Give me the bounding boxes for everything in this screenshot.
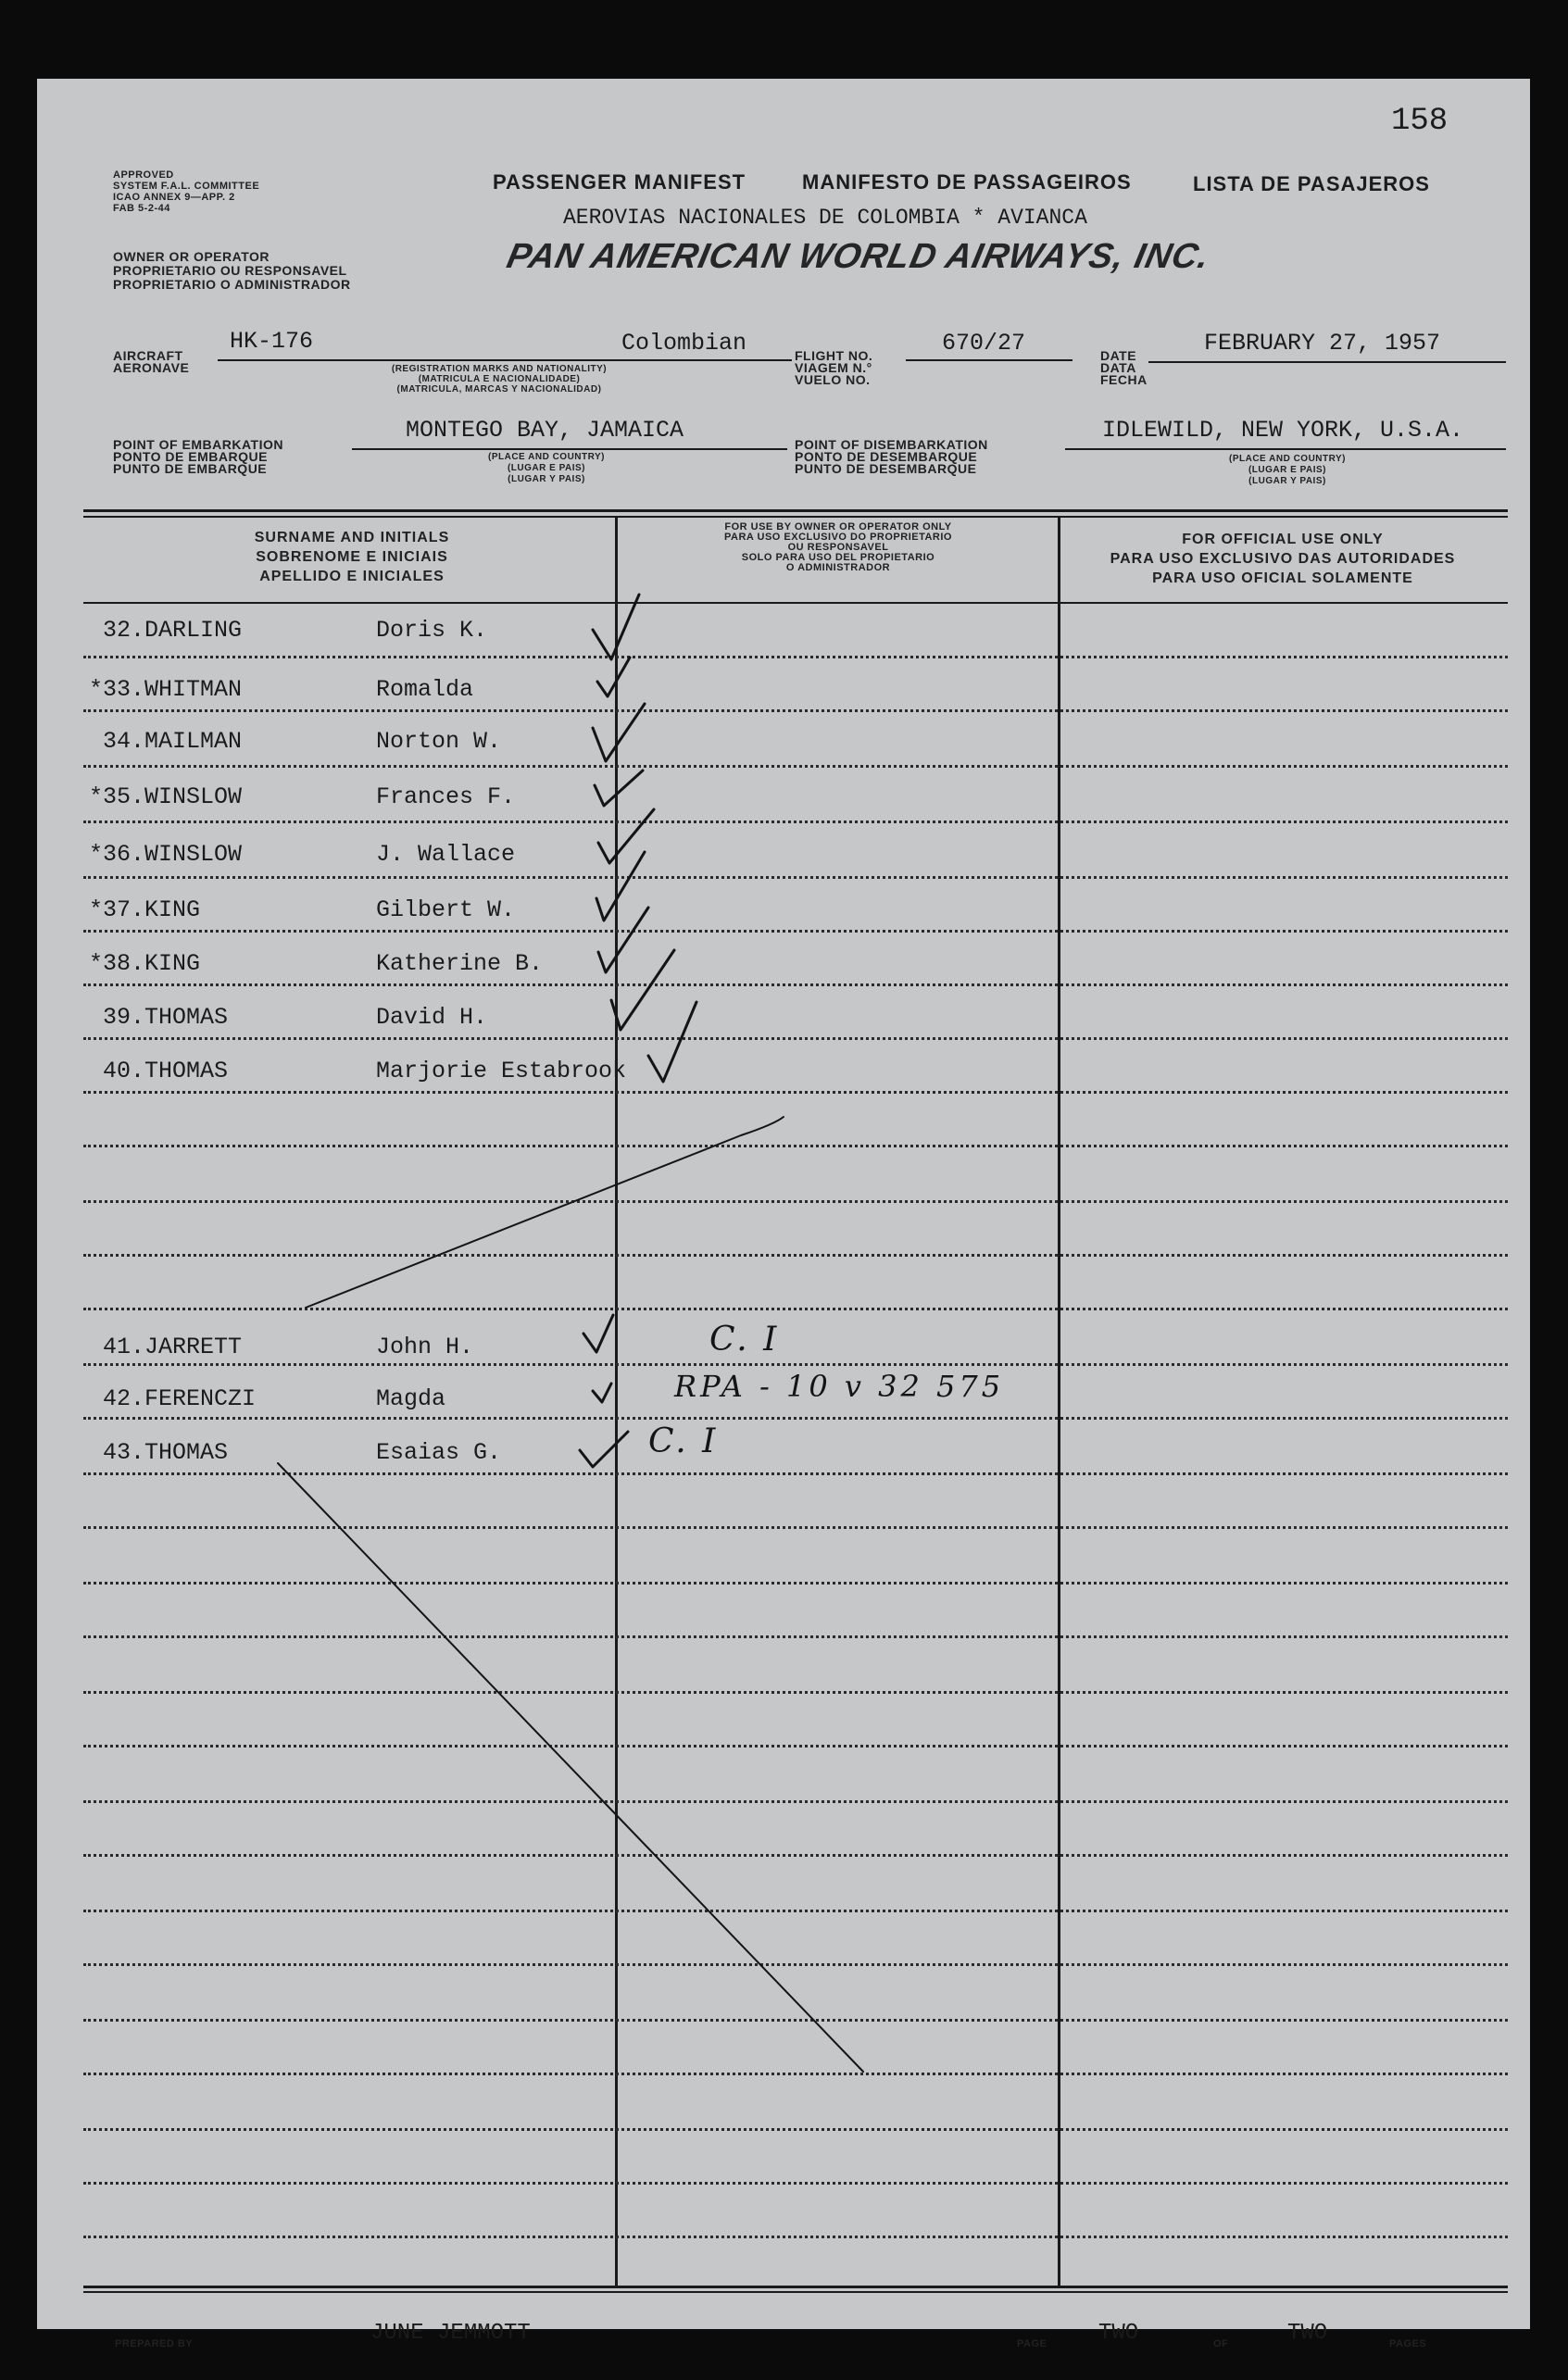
- ruled-line: [83, 876, 1508, 879]
- ruled-line: [83, 1800, 1508, 1803]
- approval-line: FAB 5-2-44: [113, 203, 170, 214]
- handwritten-note: C. I: [709, 1321, 780, 1359]
- aircraft-nationality: Colombian: [621, 330, 747, 357]
- passenger-given-name: David H.: [376, 1004, 488, 1031]
- page-label: PAGE: [1017, 2338, 1047, 2349]
- column-header-line: OU RESPONSAVEL: [787, 542, 889, 553]
- ruled-line: [83, 765, 1508, 768]
- table-bottom-rule-2: [83, 2291, 1508, 2293]
- flight-label: VIAGEM N.°: [795, 360, 872, 375]
- aircraft-sub-labels: [319, 364, 680, 395]
- owner-label-block: [113, 250, 351, 292]
- approval-line: APPROVED: [113, 169, 174, 181]
- ruled-line: [83, 2182, 1508, 2185]
- ruled-line: [83, 2128, 1508, 2131]
- date-underline: [1148, 361, 1506, 363]
- passenger-number: 42.: [102, 1385, 144, 1412]
- date-labels: [1100, 350, 1148, 386]
- passenger-number: *36.: [88, 841, 144, 868]
- passenger-given-name: J. Wallace: [376, 841, 516, 868]
- ruled-line: [83, 1308, 1508, 1310]
- ruled-line: [83, 983, 1508, 986]
- column-divider-1: [615, 516, 618, 2287]
- passenger-number: 34.: [102, 728, 144, 755]
- column-divider-2: [1058, 516, 1060, 2287]
- of-value: TWO: [1287, 2321, 1328, 2346]
- passenger-surname: THOMAS: [144, 1058, 229, 1084]
- disembarkation-sub-labels: [1148, 454, 1426, 487]
- of-label: OF: [1213, 2338, 1229, 2349]
- ruled-line: [83, 1582, 1508, 1585]
- title-es: LISTA DE PASAJEROS: [1193, 172, 1430, 195]
- ruled-line: [83, 1963, 1508, 1966]
- ruled-line: [83, 2236, 1508, 2238]
- operator-stamp: PAN AMERICAN WORLD AIRWAYS, INC.: [503, 237, 1214, 276]
- column-header-line: FOR OFFICIAL USE ONLY: [1182, 532, 1384, 547]
- passenger-given-name: Gilbert W.: [376, 896, 516, 923]
- disembarkation-underline: [1065, 448, 1506, 450]
- disembarkation-sub-label: (LUGAR E PAIS): [1248, 465, 1327, 475]
- ruled-line: [83, 656, 1508, 658]
- column-header-line: O ADMINISTRADOR: [785, 562, 891, 573]
- disembarkation-label: POINT OF DISEMBARKATION: [795, 437, 988, 452]
- passenger-given-name: Esaias G.: [376, 1439, 502, 1466]
- ruled-line: [83, 1854, 1508, 1857]
- passenger-surname: THOMAS: [144, 1439, 229, 1466]
- prepared-by-label: PREPARED BY: [115, 2338, 194, 2349]
- passenger-surname: KING: [144, 950, 201, 977]
- date-label: DATA: [1100, 360, 1136, 375]
- date-label: DATE: [1100, 348, 1137, 363]
- ruled-line: [83, 1037, 1508, 1040]
- passenger-number: 43.: [102, 1439, 144, 1466]
- embarkation-sub-label: (LUGAR E PAIS): [507, 463, 586, 473]
- passenger-surname: JARRETT: [144, 1334, 243, 1360]
- passenger-number: 40.: [102, 1058, 144, 1084]
- embarkation-value: MONTEGO BAY, JAMAICA: [406, 417, 684, 444]
- passenger-number: *38.: [88, 950, 144, 977]
- flight-labels: [795, 350, 872, 386]
- table-bottom-rule: [83, 2286, 1508, 2288]
- owner-label: PROPRIETARIO OU RESPONSAVEL: [113, 263, 347, 278]
- flight-label: FLIGHT NO.: [795, 348, 873, 363]
- flight-label: VUELO NO.: [795, 372, 871, 387]
- passenger-given-name: Katherine B.: [376, 950, 544, 977]
- passenger-surname: WINSLOW: [144, 783, 243, 810]
- table-top-rule: [83, 509, 1508, 512]
- disembarkation-sub-label: (PLACE AND COUNTRY): [1229, 454, 1346, 464]
- passenger-surname: THOMAS: [144, 1004, 229, 1031]
- column-header-line: PARA USO EXCLUSIVO DAS AUTORIDADES: [1110, 551, 1456, 567]
- approval-line: ICAO ANNEX 9—APP. 2: [113, 192, 235, 203]
- disembarkation-label: PONTO DE DESEMBARQUE: [795, 449, 978, 464]
- ruled-line: [83, 2073, 1508, 2075]
- passenger-surname: KING: [144, 896, 201, 923]
- passenger-given-name: Frances F.: [376, 783, 516, 810]
- flight-date: FEBRUARY 27, 1957: [1204, 330, 1441, 357]
- passenger-number: *37.: [88, 896, 144, 923]
- flight-underline: [906, 359, 1073, 361]
- passenger-given-name: Norton W.: [376, 728, 502, 755]
- passenger-given-name: John H.: [376, 1334, 474, 1360]
- passenger-surname: FERENCZI: [144, 1385, 257, 1412]
- ruled-line: [83, 820, 1508, 823]
- aircraft-label: AERONAVE: [113, 360, 190, 375]
- ruled-line: [83, 1200, 1508, 1203]
- column-header-line: SOBRENOME E INICIAIS: [256, 549, 448, 565]
- passenger-number: *33.: [88, 676, 144, 703]
- aircraft-underline: [218, 359, 792, 361]
- aircraft-label: AIRCRAFT: [113, 348, 183, 363]
- column-header-line: APELLIDO E INICIALES: [259, 569, 445, 584]
- column-header-owner: [630, 522, 1047, 573]
- column-header-line: SURNAME AND INITIALS: [254, 530, 450, 545]
- title-en: PASSENGER MANIFEST: [493, 170, 746, 194]
- embarkation-label: PUNTO DE EMBARQUE: [113, 461, 268, 476]
- embarkation-sub-labels: [408, 452, 685, 485]
- ruled-line: [83, 1526, 1508, 1529]
- passenger-surname: WHITMAN: [144, 676, 243, 703]
- aircraft-sub-label: (MATRICULA E NACIONALIDADE): [418, 374, 581, 384]
- approval-block: [113, 169, 259, 214]
- aircraft-labels: [113, 350, 189, 374]
- ruled-line: [83, 1691, 1508, 1694]
- handwritten-note: C. I: [648, 1422, 719, 1460]
- embarkation-sub-label: (PLACE AND COUNTRY): [488, 452, 605, 462]
- disembarkation-label: PUNTO DE DESEMBARQUE: [795, 461, 977, 476]
- title-pt: MANIFESTO DE PASSAGEIROS: [802, 170, 1132, 194]
- ruled-line: [83, 1472, 1508, 1475]
- aircraft-registration: HK-176: [230, 328, 314, 355]
- ruled-line: [83, 1091, 1508, 1094]
- operator-typed: AEROVIAS NACIONALES DE COLOMBIA * AVIANCA: [563, 206, 1087, 230]
- flight-number: 670/27: [942, 330, 1026, 357]
- embarkation-underline: [352, 448, 787, 450]
- disembarkation-value: IDLEWILD, NEW YORK, U.S.A.: [1102, 417, 1464, 444]
- ruled-line: [83, 709, 1508, 712]
- embarkation-label: PONTO DE EMBARQUE: [113, 449, 268, 464]
- disembarkation-labels: [795, 439, 988, 475]
- page-number: 158: [1391, 104, 1449, 139]
- column-header-names: [139, 528, 565, 586]
- aircraft-sub-label: (REGISTRATION MARKS AND NATIONALITY): [391, 364, 608, 374]
- disembarkation-sub-label: (LUGAR Y PAIS): [1248, 476, 1326, 486]
- page-value: TWO: [1098, 2321, 1139, 2346]
- handwritten-note: RPA - 10 v 32 575: [674, 1369, 1005, 1404]
- passenger-surname: WINSLOW: [144, 841, 243, 868]
- column-header-line: SOLO PARA USO DEL PROPIETARIO: [741, 552, 935, 563]
- ruled-line: [83, 1635, 1508, 1638]
- passenger-given-name: Magda: [376, 1385, 446, 1412]
- approval-line: SYSTEM F.A.L. COMMITTEE: [113, 181, 260, 192]
- column-header-line: PARA USO EXCLUSIVO DO PROPRIETARIO: [724, 532, 952, 543]
- column-header-line: PARA USO OFICIAL SOLAMENTE: [1152, 570, 1413, 586]
- owner-label: OWNER OR OPERATOR: [113, 249, 270, 264]
- ruled-line: [83, 1910, 1508, 1912]
- header-bottom-rule: [83, 602, 1508, 604]
- passenger-number: 41.: [102, 1334, 144, 1360]
- ruled-line: [83, 1254, 1508, 1257]
- prepared-by-value: JUNE JEMMOTT: [370, 2321, 531, 2346]
- ruled-line: [83, 930, 1508, 933]
- pages-label: PAGES: [1389, 2338, 1427, 2349]
- date-label: FECHA: [1100, 372, 1148, 387]
- ruled-line: [83, 1745, 1508, 1747]
- passenger-number: 32.: [102, 617, 144, 644]
- passenger-given-name: Marjorie Estabrook: [376, 1058, 627, 1084]
- passenger-number: *35.: [88, 783, 144, 810]
- ruled-line: [83, 1417, 1508, 1420]
- embarkation-labels: [113, 439, 283, 475]
- passenger-given-name: Romalda: [376, 676, 474, 703]
- passenger-surname: MAILMAN: [144, 728, 243, 755]
- table-top-rule-2: [83, 516, 1508, 518]
- passenger-number: 39.: [102, 1004, 144, 1031]
- column-header-official: [1065, 530, 1500, 588]
- owner-label: PROPRIETARIO O ADMINISTRADOR: [113, 277, 351, 292]
- embarkation-label: POINT OF EMBARKATION: [113, 437, 283, 452]
- embarkation-sub-label: (LUGAR Y PAIS): [508, 474, 585, 484]
- ruled-line: [83, 1145, 1508, 1147]
- ruled-line: [83, 2019, 1508, 2022]
- column-header-line: FOR USE BY OWNER OR OPERATOR ONLY: [724, 521, 952, 532]
- ruled-line: [83, 1363, 1508, 1366]
- passenger-surname: DARLING: [144, 617, 243, 644]
- passenger-given-name: Doris K.: [376, 617, 488, 644]
- aircraft-sub-label: (MATRICULA, MARCAS Y NACIONALIDAD): [396, 384, 602, 395]
